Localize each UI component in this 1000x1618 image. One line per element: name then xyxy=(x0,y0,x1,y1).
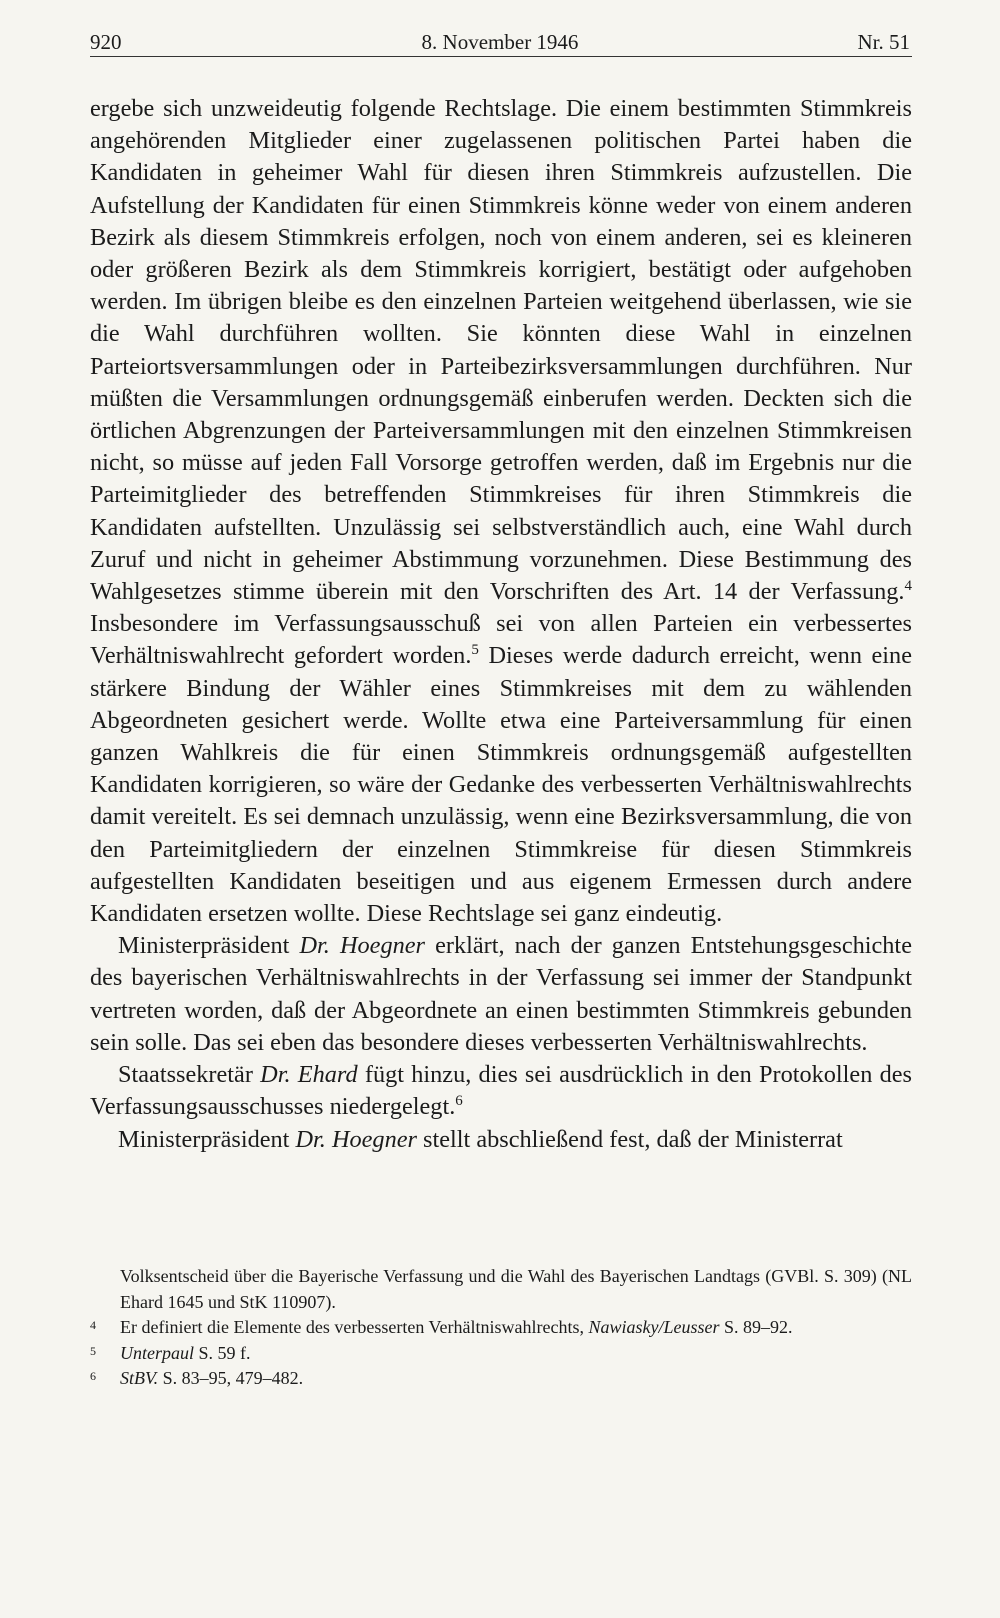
speaker-title: Ministerpräsident xyxy=(118,932,300,960)
footnote-5 xyxy=(90,1341,912,1367)
footnote-ref-4: 4 xyxy=(904,577,912,594)
paragraph-text: ergebe sich unzweideutig folgende Rechtslage. Die einem bestimmten Stimmkreis angehörenden Mitglieder einer zugelassenen politischen Partei haben die Kandidaten in geheimer Wahl für diesen ihren Stimmkreis aufzustellen. Die Aufstellung der Kandidaten für einen Stimmkreis könne weder von einem anderen Bezirk als diesem Stimmkreis erfolgen, noch von einem anderen, sei es kleineren oder größeren Bezirk als dem Stimmkreis korrigiert, bestätigt oder aufgehoben werden. Im übrigen bleibe es den einzelnen Parteien weitgehend überlassen, wie sie die Wahl durchführen wollten. Sie könnten diese Wahl in einzelnen Parteiortsversammlungen oder in Parteibezirksversammlungen durchführen. Nur müßten die Versammlungen ordnungsgemäß einberufen werden. Deckten sich die örtlichen Abgrenzungen der Parteiversammlungen mit den einzelnen Stimmkreisen nicht, so müsse auf jeden Fall Vorsorge getroffen werden, daß im Ergebnis nur die Parteimitglieder des betreffenden Stimmkreises für ihren Stimmkreis die Kandidaten aufstellten. Unzulässig sei selbstverständlich auch, eine Wahl durch Zuruf und nicht in geheimer Abstimmung vorzunehmen. Diese Bestimmung des Wahlgesetzes stimme überein mit den Vorschriften des Art. 14 der Verfassung. xyxy=(90,95,912,606)
header-date: 8. November 1946 xyxy=(421,30,579,54)
main-text xyxy=(90,93,912,1156)
footnote-mark: 5 xyxy=(90,1343,96,1358)
speaker-title: Ministerpräsident xyxy=(118,1125,296,1153)
footnote-ref-6: 6 xyxy=(455,1093,463,1110)
paragraph-hoegner-conclusion xyxy=(90,1124,912,1156)
footnote-6 xyxy=(90,1366,912,1392)
speaker-title: Staatssekretär xyxy=(118,1061,261,1089)
paragraph-hoegner-statement xyxy=(90,930,912,1059)
footnote-ref-5: 5 xyxy=(471,642,479,659)
footnote-pages: S. 59 f. xyxy=(194,1342,251,1363)
footnote-4 xyxy=(90,1315,912,1341)
page-number: 920 xyxy=(90,30,122,54)
paragraph-ehard-statement xyxy=(90,1059,912,1123)
issue-number: Nr. 51 xyxy=(857,30,910,54)
paragraph-text: fügt hinzu, dies sei ausdrücklich in den Protokollen des Verfassungsausschusses niedergelegt. xyxy=(90,1061,912,1121)
footnote-pages: S. 89–92. xyxy=(719,1317,793,1337)
footnote-mark: 4 xyxy=(90,1318,96,1332)
paragraph-text: Dieses werde dadurch erreicht, wenn eine stärkere Bindung der Wähler eines Stimmkreises mit dem zu wählenden Abgeordneten gesichert werde. Wollte etwa eine Parteiversammlung für einen ganzen Wahlkreis die für einen Stimmkreis ordnungsgemäß aufgestellten Kandidaten korrigieren, so wäre der Gedanke des verbesserten Verhältniswahlrechts damit vereitelt. Es sei demnach unzulässig, wenn eine Bezirksversammlung, die von den Parteimitgliedern der einzelnen Stimmkreise für diesen Stimmkreis aufgestellten Kandidaten beseitigen und aus eigenem Ermessen durch andere Kandidaten ersetzen wollte. Diese Rechtslage sei ganz eindeutig. xyxy=(90,642,912,928)
footnote-citation: Nawiasky/Leusser xyxy=(588,1317,720,1337)
footnotes xyxy=(90,1264,912,1392)
paragraph-legal-situation xyxy=(90,93,912,930)
paragraph-text: erklärt, nach der ganzen Entstehungsgeschichte des bayerischen Verhältniswahlrechts in der Verfassung sei immer der Standpunkt vertreten worden, daß der Abgeordnete an einen bestimmten Stimmkreis gebunden sein solle. Das sei eben das besondere dieses verbesserten Verhältniswahlrechts. xyxy=(90,932,912,1056)
speaker-name: Dr. Hoegner xyxy=(295,1125,417,1153)
footnote-continuation: Volksentscheid über die Bayerische Verfassung und die Wahl des Bayerischen Landtags (GVBl. S. 309) (NL Ehard 1645 und StK 110907). xyxy=(120,1266,912,1312)
footnote-citation: Unterpaul xyxy=(120,1342,194,1363)
paragraph-text: Insbesondere im Verfassungsausschuß sei von allen Parteien ein verbessertes Verhältniswahlrecht gefordert worden. xyxy=(90,610,912,670)
footnote-citation: StBV. xyxy=(120,1368,159,1388)
header-rule xyxy=(90,56,912,57)
speaker-name: Dr. Hoegner xyxy=(299,932,425,960)
paragraph-text: stellt abschließend fest, daß der Ministerrat xyxy=(416,1125,843,1153)
footnote-text: Er definiert die Elemente des verbesserten Verhältniswahlrechts, xyxy=(120,1317,589,1337)
speaker-name: Dr. Ehard xyxy=(260,1061,358,1089)
footnote-mark: 6 xyxy=(90,1369,96,1383)
footnote-pages: S. 83–95, 479–482. xyxy=(158,1368,304,1388)
